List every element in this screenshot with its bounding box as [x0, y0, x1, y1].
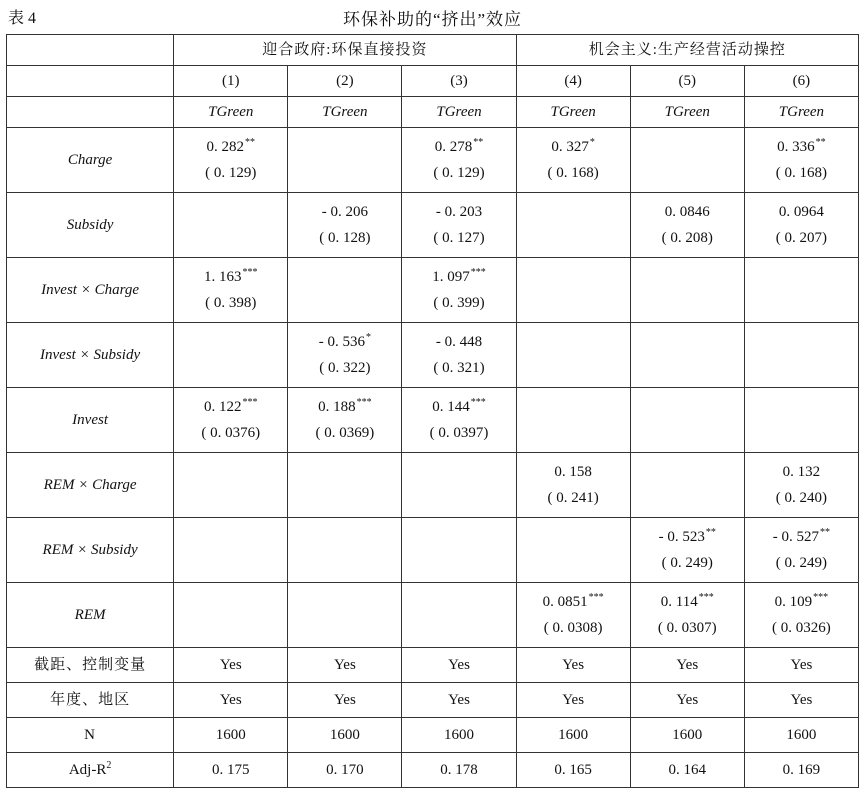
summary-value: 1600	[174, 718, 288, 753]
coefficient-line	[174, 134, 287, 160]
column-number: (4)	[516, 66, 630, 97]
summary-value: Yes	[402, 683, 516, 718]
coefficient-cell	[402, 583, 516, 648]
summary-value: 1600	[744, 718, 858, 753]
coefficient-cell	[174, 583, 288, 648]
significance-stars: **	[820, 527, 831, 538]
summary-value: 1600	[630, 718, 744, 753]
coefficient-value: - 0. 203	[435, 204, 483, 220]
coefficient-line	[745, 199, 858, 225]
adj-r2-value: 0. 178	[402, 753, 516, 788]
variable-name: REM × Subsidy	[7, 518, 174, 583]
significance-stars: *	[589, 137, 595, 148]
summary-value: Yes	[516, 683, 630, 718]
summary-row-label: 截距、控制变量	[7, 648, 174, 683]
significance-stars: **	[705, 527, 716, 538]
group-header-row	[7, 35, 859, 66]
adj-r2-value: 0. 164	[630, 753, 744, 788]
significance-stars: ***	[470, 267, 486, 278]
corner-cell	[7, 35, 174, 66]
coefficient-cell	[516, 323, 630, 388]
coefficient-line	[631, 524, 744, 550]
table-number: 表 4	[8, 10, 37, 27]
adj-r2-value: 0. 165	[516, 753, 630, 788]
variable-name: Invest × Charge	[7, 258, 174, 323]
coefficient-cell	[288, 128, 402, 193]
standard-error: ( 0. 168)	[547, 165, 599, 181]
coefficient-cell	[516, 583, 630, 648]
variable-name: Invest × Subsidy	[7, 323, 174, 388]
coefficient-line	[517, 589, 630, 615]
significance-stars: ***	[588, 592, 604, 603]
coefficient-cell	[288, 388, 402, 453]
coefficient-cell	[402, 388, 516, 453]
coefficient-value: 0. 114	[660, 594, 698, 610]
coefficient-value: 0. 282	[206, 139, 244, 155]
variable-name: REM	[7, 583, 174, 648]
coefficient-cell	[288, 453, 402, 518]
variable-name: Subsidy	[7, 193, 174, 258]
dependent-variable: TGreen	[174, 97, 288, 128]
summary-row	[7, 648, 859, 683]
dependent-variable: TGreen	[630, 97, 744, 128]
column-number: (3)	[402, 66, 516, 97]
coefficient-line	[745, 134, 858, 160]
column-number: (2)	[288, 66, 402, 97]
standard-error: ( 0. 207)	[775, 230, 828, 246]
coefficient-cell	[174, 388, 288, 453]
coefficient-cell	[516, 453, 630, 518]
standard-error: ( 0. 208)	[661, 230, 713, 246]
coefficient-value: 0. 0851	[542, 594, 588, 610]
coefficient-cell	[288, 518, 402, 583]
significance-stars: ***	[698, 592, 714, 603]
standard-error: ( 0. 129)	[205, 165, 257, 181]
standard-error: ( 0. 0307)	[657, 620, 717, 636]
coefficient-cell	[516, 193, 630, 258]
regression-table	[6, 34, 859, 788]
summary-row	[7, 718, 859, 753]
corner-cell	[7, 66, 174, 97]
coefficient-value: 0. 278	[434, 139, 473, 155]
coefficient-value: 0. 144	[432, 399, 470, 415]
coefficient-row-invest-charge	[7, 258, 859, 323]
coefficient-line	[745, 524, 858, 550]
coefficient-line	[402, 394, 515, 420]
significance-stars: ***	[242, 397, 258, 408]
summary-value: Yes	[402, 648, 516, 683]
adj-r2-value: 0. 175	[174, 753, 288, 788]
adj-r2-value: 0. 170	[288, 753, 402, 788]
standard-error: ( 0. 322)	[319, 360, 371, 376]
coefficient-value: 0. 122	[204, 399, 242, 415]
standard-error: ( 0. 0397)	[429, 425, 489, 441]
standard-error: ( 0. 241)	[547, 490, 599, 506]
summary-value: Yes	[288, 683, 402, 718]
coefficient-row-invest-subsidy	[7, 323, 859, 388]
coefficient-cell	[402, 128, 516, 193]
coefficient-cell	[630, 583, 744, 648]
summary-value: Yes	[630, 648, 744, 683]
coefficient-value: - 0. 206	[321, 204, 368, 220]
coefficient-cell	[288, 258, 402, 323]
coefficient-line	[288, 329, 401, 355]
standard-error: ( 0. 249)	[661, 555, 713, 571]
summary-row-label: 年度、地区	[7, 683, 174, 718]
coefficient-line	[288, 394, 401, 420]
column-number: (6)	[744, 66, 858, 97]
summary-value: 1600	[402, 718, 516, 753]
adj-r2-row	[7, 753, 859, 788]
coefficient-cell	[744, 388, 858, 453]
coefficient-line	[402, 134, 515, 160]
coefficient-value: 0. 0964	[778, 204, 824, 220]
summary-value: Yes	[744, 648, 858, 683]
coefficient-cell	[744, 518, 858, 583]
standard-error: ( 0. 127)	[433, 230, 485, 246]
coefficient-cell	[174, 518, 288, 583]
coefficient-value: - 0. 523	[658, 529, 705, 545]
coefficient-cell	[402, 193, 516, 258]
significance-stars: ***	[813, 592, 829, 603]
group-header-opportunism: 机会主义:生产经营活动操控	[516, 35, 858, 66]
coefficient-cell	[174, 128, 288, 193]
summary-row-label: N	[7, 718, 174, 753]
significance-stars: ***	[470, 397, 486, 408]
coefficient-value: 0. 158	[554, 464, 592, 480]
summary-value: 1600	[516, 718, 630, 753]
standard-error: ( 0. 168)	[775, 165, 828, 181]
coefficient-cell	[174, 323, 288, 388]
coefficient-line	[288, 199, 401, 225]
column-number: (5)	[630, 66, 744, 97]
coefficient-line	[517, 134, 630, 160]
coefficient-value: - 0. 527	[772, 529, 820, 545]
coefficient-line	[745, 459, 858, 485]
coefficient-line	[631, 589, 744, 615]
significance-stars: ***	[356, 397, 372, 408]
coefficient-line	[402, 264, 515, 290]
significance-stars: **	[815, 137, 826, 148]
standard-error: ( 0. 249)	[775, 555, 828, 571]
standard-error: ( 0. 321)	[433, 360, 485, 376]
dependent-variable: TGreen	[402, 97, 516, 128]
standard-error: ( 0. 0308)	[543, 620, 603, 636]
column-number-row	[7, 66, 859, 97]
coefficient-row-subsidy	[7, 193, 859, 258]
dependent-variable: TGreen	[744, 97, 858, 128]
coefficient-cell	[174, 453, 288, 518]
variable-name: Invest	[7, 388, 174, 453]
coefficient-cell	[402, 258, 516, 323]
variable-name: Charge	[7, 128, 174, 193]
significance-stars: *	[366, 332, 371, 343]
summary-value: Yes	[630, 683, 744, 718]
coefficient-cell	[402, 518, 516, 583]
summary-value: 1600	[288, 718, 402, 753]
coefficient-value: - 0. 448	[435, 334, 483, 350]
coefficient-cell	[744, 193, 858, 258]
coefficient-row-rem	[7, 583, 859, 648]
column-number: (1)	[174, 66, 288, 97]
adj-r2-label-text: Adj-R	[68, 762, 107, 778]
coefficient-cell	[630, 128, 744, 193]
coefficient-cell	[630, 258, 744, 323]
significance-stars: **	[245, 137, 255, 148]
coefficient-line	[517, 459, 630, 485]
coefficient-cell	[630, 193, 744, 258]
coefficient-value: 0. 132	[782, 464, 821, 480]
adj-r2-label	[7, 753, 174, 788]
significance-stars: **	[473, 137, 484, 148]
dependent-variable: TGreen	[288, 97, 402, 128]
dependent-variable-row	[7, 97, 859, 128]
summary-row	[7, 683, 859, 718]
coefficient-cell	[744, 453, 858, 518]
coefficient-cell	[516, 518, 630, 583]
coefficient-value: 1. 163	[204, 269, 242, 285]
coefficient-line	[174, 264, 287, 290]
coefficient-cell	[744, 258, 858, 323]
corner-cell	[7, 97, 174, 128]
coefficient-row-invest	[7, 388, 859, 453]
coefficient-cell	[174, 258, 288, 323]
coefficient-line	[631, 199, 744, 225]
standard-error: ( 0. 128)	[319, 230, 371, 246]
coefficient-cell	[402, 323, 516, 388]
coefficient-line	[745, 589, 858, 615]
standard-error: ( 0. 399)	[433, 295, 485, 311]
summary-value: Yes	[288, 648, 402, 683]
summary-value: Yes	[744, 683, 858, 718]
coefficient-value: 0. 327	[551, 139, 589, 155]
coefficient-cell	[174, 193, 288, 258]
coefficient-cell	[744, 128, 858, 193]
coefficient-line	[174, 394, 287, 420]
standard-error: ( 0. 129)	[433, 165, 485, 181]
coefficient-line	[402, 329, 515, 355]
table-caption	[0, 0, 865, 33]
coefficient-row-rem-subsidy	[7, 518, 859, 583]
standard-error: ( 0. 398)	[205, 295, 257, 311]
summary-value: Yes	[174, 683, 288, 718]
coefficient-cell	[630, 518, 744, 583]
coefficient-row-charge	[7, 128, 859, 193]
summary-value: Yes	[516, 648, 630, 683]
coefficient-value: 0. 109	[774, 594, 813, 610]
standard-error: ( 0. 240)	[775, 490, 828, 506]
coefficient-cell	[630, 323, 744, 388]
group-header-government: 迎合政府:环保直接投资	[174, 35, 516, 66]
coefficient-value: 0. 336	[777, 139, 815, 155]
coefficient-cell	[744, 323, 858, 388]
adj-r2-value: 0. 169	[744, 753, 858, 788]
coefficient-cell	[288, 583, 402, 648]
summary-value: Yes	[174, 648, 288, 683]
coefficient-value: 1. 097	[432, 269, 470, 285]
standard-error: ( 0. 0326)	[772, 620, 831, 636]
coefficient-cell	[516, 388, 630, 453]
coefficient-value: 0. 0846	[664, 204, 710, 220]
coefficient-cell	[630, 388, 744, 453]
coefficient-value: 0. 188	[318, 399, 356, 415]
coefficient-cell	[744, 583, 858, 648]
coefficient-cell	[288, 193, 402, 258]
coefficient-value: - 0. 536	[318, 334, 365, 350]
significance-stars: ***	[242, 267, 258, 278]
coefficient-cell	[630, 453, 744, 518]
coefficient-cell	[516, 128, 630, 193]
standard-error: ( 0. 0369)	[315, 425, 375, 441]
coefficient-cell	[516, 258, 630, 323]
coefficient-line	[402, 199, 515, 225]
coefficient-row-rem-charge	[7, 453, 859, 518]
coefficient-cell	[288, 323, 402, 388]
coefficient-cell	[402, 453, 516, 518]
standard-error: ( 0. 0376)	[201, 425, 261, 441]
adj-r2-superscript: 2	[106, 760, 112, 771]
dependent-variable: TGreen	[516, 97, 630, 128]
variable-name: REM × Charge	[7, 453, 174, 518]
table-title: 环保补助的“挤出”效应	[342, 10, 523, 29]
